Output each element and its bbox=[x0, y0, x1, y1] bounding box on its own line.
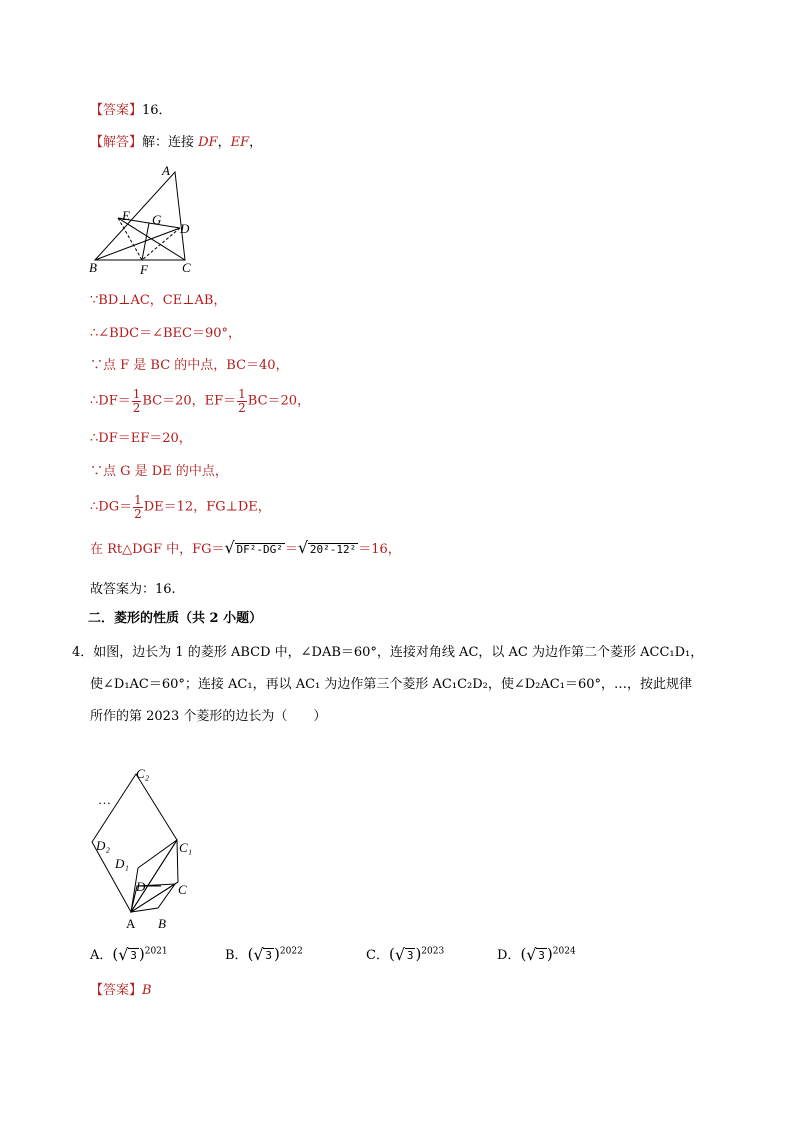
diagonal-ac1 bbox=[131, 840, 177, 912]
step-9: 故答案为：16. bbox=[90, 582, 176, 597]
step-7 bbox=[90, 494, 271, 520]
label-d: D bbox=[180, 221, 190, 236]
step-8 bbox=[90, 538, 401, 557]
step-5: ∴DF＝EF＝20， bbox=[90, 431, 192, 446]
option-a[interactable]: A．( √ 3 )$^{2021}$ bbox=[90, 945, 168, 964]
option-letter: B． bbox=[225, 948, 248, 963]
sqrt-expression-2: √ 20²-12² bbox=[297, 538, 357, 557]
fraction-half bbox=[132, 388, 142, 414]
option-letter: D． bbox=[497, 948, 521, 963]
option-d[interactable]: D．( √ 3 )$^{2024}$ bbox=[497, 945, 576, 964]
solution-label: 【解答】 bbox=[90, 135, 143, 150]
option-exponent: 2021 bbox=[144, 946, 168, 957]
answer-label: 【答案】 bbox=[90, 103, 143, 118]
segment-ef-dashed bbox=[118, 218, 142, 260]
radicand: 3 bbox=[130, 949, 137, 962]
step-4 bbox=[90, 388, 310, 414]
segment-df-dashed bbox=[142, 228, 180, 260]
label-b: B bbox=[89, 260, 97, 275]
frac-denominator: 2 bbox=[134, 506, 142, 521]
frac-denominator: 2 bbox=[132, 400, 141, 415]
q4-answer-line bbox=[90, 984, 152, 997]
label-f: F bbox=[140, 262, 148, 277]
frac-numerator: 1 bbox=[134, 493, 142, 507]
frac-denominator: 2 bbox=[238, 400, 246, 415]
label-c: C bbox=[178, 882, 187, 897]
radicand: 3 bbox=[406, 949, 414, 962]
sep: ， bbox=[217, 135, 231, 150]
label-b: B bbox=[158, 916, 166, 931]
fraction-half bbox=[237, 388, 247, 414]
option-exponent: 2022 bbox=[279, 946, 303, 957]
rhombus-figure bbox=[88, 760, 208, 935]
sqrt-expression-1: √ DF²-DG² bbox=[224, 538, 283, 557]
q4-line-3: 所作的第 2023 个菱形的边长为（ ） bbox=[90, 709, 327, 724]
q3-solution-line bbox=[90, 136, 262, 149]
option-exponent: 2024 bbox=[552, 946, 576, 957]
answer-value: B bbox=[142, 983, 152, 998]
label-d1: D₁ bbox=[115, 856, 129, 871]
step-3: ∵点 F 是 BC 的中点，BC＝40， bbox=[90, 358, 289, 373]
segment-bd bbox=[95, 228, 180, 260]
step-2: ∴∠BDC＝∠BEC＝90°， bbox=[90, 326, 242, 341]
sqrt-three: √ 3 bbox=[118, 945, 137, 964]
fraction-half bbox=[133, 494, 143, 520]
section-title: 二．菱形的性质（共 2 小题） bbox=[88, 611, 263, 626]
step-8-a: 在 Rt△DGF 中，FG＝ bbox=[90, 542, 225, 557]
label-g: G bbox=[152, 212, 162, 227]
radicand-1: DF²-DG² bbox=[236, 543, 283, 556]
step-8-end: ＝16， bbox=[358, 542, 401, 557]
step-4-a: ∴DF＝ bbox=[90, 393, 131, 409]
label-c: C bbox=[182, 260, 191, 275]
triangle-abc bbox=[95, 172, 185, 260]
step-1: ∵BD⊥AC，CE⊥AB， bbox=[90, 293, 227, 308]
label-a: A bbox=[126, 916, 136, 931]
radicand-2: 20²-12² bbox=[309, 543, 357, 556]
radicand: 3 bbox=[538, 949, 545, 962]
q3-answer-line bbox=[90, 104, 172, 117]
step-6: ∵点 G 是 DE 的中点， bbox=[90, 464, 228, 479]
label-dots: … bbox=[98, 792, 111, 807]
step-7-a: ∴DG＝ bbox=[90, 499, 133, 515]
label-a: A bbox=[162, 163, 170, 178]
segment-df: DF bbox=[198, 135, 218, 150]
step-4-b: BC＝20，EF＝ bbox=[142, 393, 237, 409]
sep: ， bbox=[249, 135, 263, 150]
label-d2: D₂ bbox=[96, 838, 110, 853]
label-e: E bbox=[122, 208, 130, 223]
sqrt-three: √ 3 bbox=[526, 945, 545, 964]
step-7-b: DE＝12，FG⊥DE， bbox=[143, 499, 271, 515]
frac-numerator: 1 bbox=[238, 387, 246, 401]
option-exponent: 2023 bbox=[421, 946, 445, 957]
label-c2: C₂ bbox=[136, 766, 150, 781]
sqrt-three: √ 3 bbox=[394, 945, 414, 964]
triangle-figure bbox=[85, 162, 205, 277]
frac-numerator: 1 bbox=[132, 387, 141, 401]
solution-intro: 解：连接 bbox=[142, 135, 195, 150]
option-letter: A． bbox=[90, 948, 113, 963]
radicand: 3 bbox=[265, 949, 273, 962]
label-d: D bbox=[136, 879, 146, 894]
answer-value: 16． bbox=[142, 103, 172, 118]
option-letter: C． bbox=[366, 948, 389, 963]
sqrt-three: √ 3 bbox=[253, 945, 273, 964]
option-b[interactable]: B．( √ 3 )$^{2022}$ bbox=[225, 945, 303, 964]
q4-line-2: 使∠D₁AC＝60°；连接 AC₁，再以 AC₁ 为边作第三个菱形 AC₁C₂D₂，使∠D₂AC₁＝60°，…，按此规律 bbox=[90, 677, 692, 692]
q4-line-1: 4．如图，边长为 1 的菱形 ABCD 中，∠DAB＝60°，连接对角线 AC，以 AC 为边作第二个菱形 ACC₁D₁， bbox=[72, 645, 704, 660]
answer-label: 【答案】 bbox=[90, 983, 143, 998]
step-4-c: BC＝20， bbox=[247, 393, 311, 409]
option-c[interactable]: C．( √ 3 )$^{2023}$ bbox=[366, 945, 445, 964]
label-c1: C₁ bbox=[179, 840, 193, 855]
equals: ＝ bbox=[284, 542, 298, 557]
segment-ef: EF bbox=[230, 135, 250, 150]
